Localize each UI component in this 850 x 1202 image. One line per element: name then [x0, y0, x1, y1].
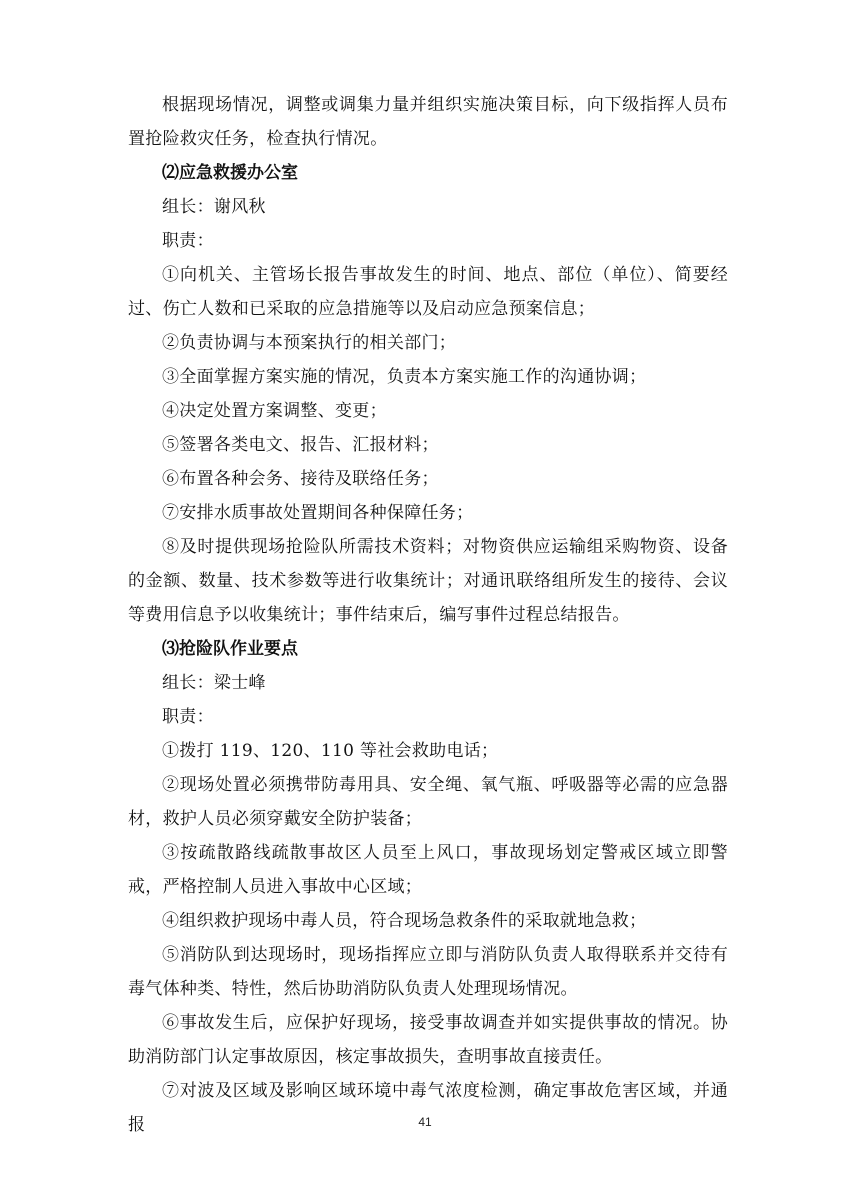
duty-item: ⑥布置各种会务、接待及联络任务； [162, 469, 439, 489]
page-body [128, 88, 728, 1142]
duty-item: ①向机关、主管场长报告事故发生的时间、地点、部位（单位）、简要经过、伤亡人数和已采取的应急措施等以及启动应急预案信息； [128, 265, 728, 319]
duty-item: ③按疏散路线疏散事故区人员至上风口，事故现场划定警戒区域立即警戒，严格控制人员进入事故中心区域； [128, 843, 728, 897]
duty-item: ④组织救护现场中毒人员，符合现场急救条件的采取就地急救； [162, 911, 647, 931]
duties-label: 职责： [162, 707, 214, 727]
duty-item: ③全面掌握方案实施的情况，负责本方案实施工作的沟通协调； [162, 367, 647, 387]
duty-item: ①拨打 119、120、110 等社会救助电话； [162, 741, 499, 761]
duty-item: ②负责协调与本预案执行的相关部门； [162, 333, 457, 353]
group-leader-line: 组长：谢风秋 [162, 197, 266, 217]
duty-item: ⑧及时提供现场抢险队所需技术资料；对物资供应运输组采购物资、设备的金额、数量、技术参数等进行收集统计；对通讯联络组所发生的接待、会议等费用信息予以收集统计；事件结束后，编写事件过程总结报告。 [128, 537, 728, 625]
duty-item: ⑤签署各类电文、报告、汇报材料； [162, 435, 439, 455]
duty-item: ⑥事故发生后，应保护好现场，接受事故调查并如实提供事故的情况。协助消防部门认定事故原因，核定事故损失，查明事故直接责任。 [128, 1013, 728, 1067]
section-heading-emergency-office: ⑵应急救援办公室 [162, 163, 298, 183]
duty-item: ⑤消防队到达现场时，现场指挥应立即与消防队负责人取得联系并交待有毒气体种类、特性，然后协助消防队负责人处理现场情况。 [128, 945, 728, 999]
group-leader-line: 组长：梁士峰 [162, 673, 266, 693]
duties-label: 职责： [162, 231, 214, 251]
duty-item: ⑦对波及区域及影响区域环境中毒气浓度检测，确定事故危害区域，并通报 [128, 1081, 728, 1135]
duty-item: ②现场处置必须携带防毒用具、安全绳、氧气瓶、呼吸器等必需的应急器材，救护人员必须穿戴安全防护装备； [128, 775, 728, 829]
page-number: 41 [418, 1115, 432, 1129]
duty-item: ⑦安排水质事故处置期间各种保障任务； [162, 503, 474, 523]
section-heading-rescue-team: ⑶抢险队作业要点 [162, 639, 298, 659]
duty-item: ④决定处置方案调整、变更； [162, 401, 387, 421]
paragraph-intro: 根据现场情况，调整或调集力量并组织实施决策目标，向下级指挥人员布置抢险救灾任务，检查执行情况。 [128, 95, 728, 149]
